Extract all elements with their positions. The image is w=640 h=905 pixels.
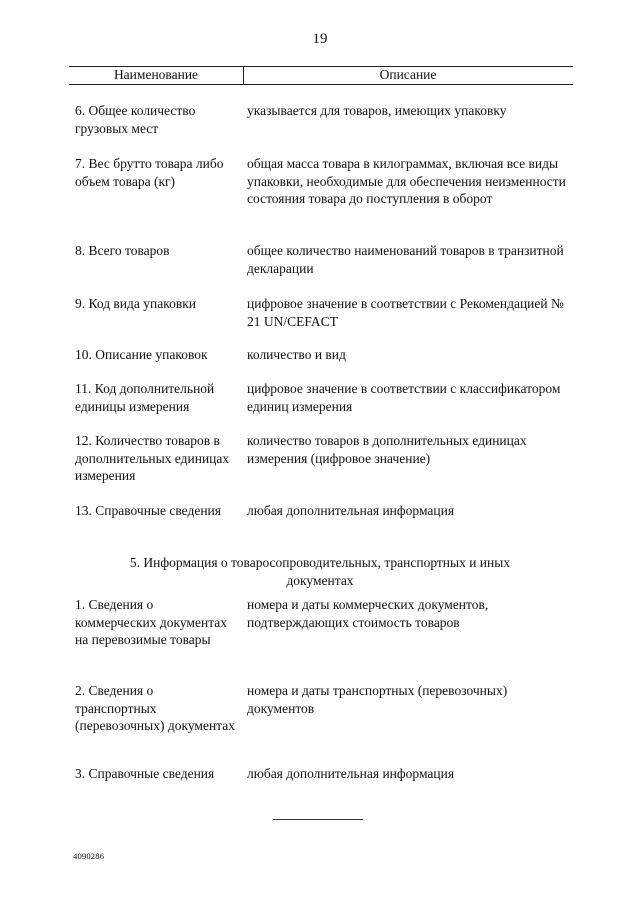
row-description: цифровое значение в соответствии с классификатором единиц измерения <box>247 381 561 414</box>
column-header-description: Описание <box>379 67 437 82</box>
row-description: количество и вид <box>247 347 346 362</box>
column-header-name: Наименование <box>113 67 199 82</box>
row-description: количество товаров в дополнительных единицах измерения (цифровое значение) <box>247 433 527 466</box>
row-name: 12. Количество товаров в дополнительных единицах измерения <box>75 433 230 483</box>
row-name: 10. Описание упаковок <box>75 347 208 362</box>
row-name: 11. Код дополнительной единицы измерения <box>75 381 215 414</box>
row-description: любая дополнительная информация <box>247 503 455 518</box>
row-name: 9. Код вида упаковки <box>75 296 197 311</box>
footer-rule <box>273 819 363 820</box>
row-name: 8. Всего товаров <box>75 243 170 258</box>
row-description: указывается для товаров, имеющих упаковку <box>247 103 507 118</box>
row-description: любая дополнительная информация <box>247 766 455 781</box>
row-description: цифровое значение в соответствии с Рекомендацией № 21 UN/CEFACT <box>247 296 564 329</box>
row-name: 1. Сведения о коммерческих документах на перевозимые товары <box>75 597 228 647</box>
row-description: номера и даты транспортных (перевозочных) документов <box>247 683 508 716</box>
page-number: 19 <box>312 31 328 47</box>
row-name: 7. Вес брутто товара либо объем товара (кг) <box>75 156 224 189</box>
row-description: общая масса товара в килограммах, включая все виды упаковки, необходимые для обеспечения неизменности состояния товара до поступления в оборот <box>247 156 566 206</box>
row-name: 3. Справочные сведения <box>75 766 215 781</box>
row-description: номера и даты коммерческих документов, подтверждающих стоимость товаров <box>247 597 489 630</box>
section-title: 5. Информация о товаросопроводительных, транспортных и иных документах <box>129 555 511 588</box>
table-header-bottom-rule <box>69 84 573 85</box>
row-name: 13. Справочные сведения <box>75 503 221 518</box>
document-id: 4090286 <box>73 851 105 861</box>
row-description: общее количество наименований товаров в транзитной декларации <box>247 243 564 276</box>
row-name: 2. Сведения о транспортных (перевозочных) документах <box>75 683 235 733</box>
row-name: 6. Общее количество грузовых мест <box>75 103 196 136</box>
